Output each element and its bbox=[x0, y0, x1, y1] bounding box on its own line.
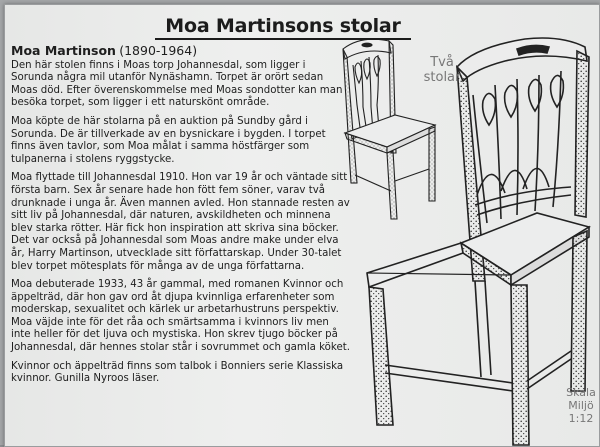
article-body bbox=[11, 45, 351, 392]
two-chairs-label: Två stolar bbox=[423, 55, 461, 85]
paragraph-4: Moa debuterade 1933, 43 år gammal, med romanen Kvinnor och äppelträd, där hon gav ord åt djupa kvinnliga erfarenheter som moderskap, sexualitet och kärlek ur arbetarhustruns perspektiv. Moa väjde inte för det råa och smärtsamma i kvinnors liv men inte heller för det ljuva och mystiska. Hon skrev tjugo böcker på Johannesdal, där hennes stolar står i sovrummet och gamla köket. bbox=[11, 279, 350, 354]
page-title: Moa Martinsons stolar bbox=[155, 14, 411, 40]
document-page bbox=[4, 4, 600, 447]
large-chair-drawing bbox=[367, 38, 589, 445]
paragraph-5: Kvinnor och äppelträd finns som talbok i Bonniers serie Klassiska kvinnor. Gunilla Nyroos läser. bbox=[11, 360, 344, 385]
scale-label: Skala Miljö 1:12 bbox=[566, 386, 596, 425]
author-heading bbox=[11, 45, 351, 110]
paragraph-3: Moa flyttade till Johannesdal 1910. Hon var 19 år och väntade sitt första barn. Sex år senare hade hon fött fem söner, varav två drunknade i unga år. Även mannen avled. Hon stannade resten av sitt liv på Johannesdal, där naturen, avskildheten och minnena blev starka rötter. Här fick hon inspiration att skriva sina böcker. Det var också på Johannesdal som Moas andre make under elva år, Harry Martinson, utvecklade sitt författarskap. Under 30-talet blev torpet mötesplats för många av de unga författarna. bbox=[11, 172, 350, 272]
author-years: (1890-1964) bbox=[119, 43, 198, 58]
author-name: Moa Martinson bbox=[11, 43, 116, 58]
paragraph-2: Moa köpte de här stolarna på en auktion på Sundby gård i Sorunda. De är tillverkade av en bysnickare i bygden. I torpet finns även tavlor, som Moa målat i samma höstfärger som tulpanerna i stolens ryggstycke. bbox=[11, 115, 326, 165]
paragraph-1: Den här stolen finns i Moas torp Johannesdal, som ligger i Sorunda några mil utanför Nynäshamn. Torpet är orört sedan Moas död. Efter överenskommelse med Moas sondotter kan man besöka torpet, som ligger i ett naturskönt område. bbox=[11, 59, 343, 109]
